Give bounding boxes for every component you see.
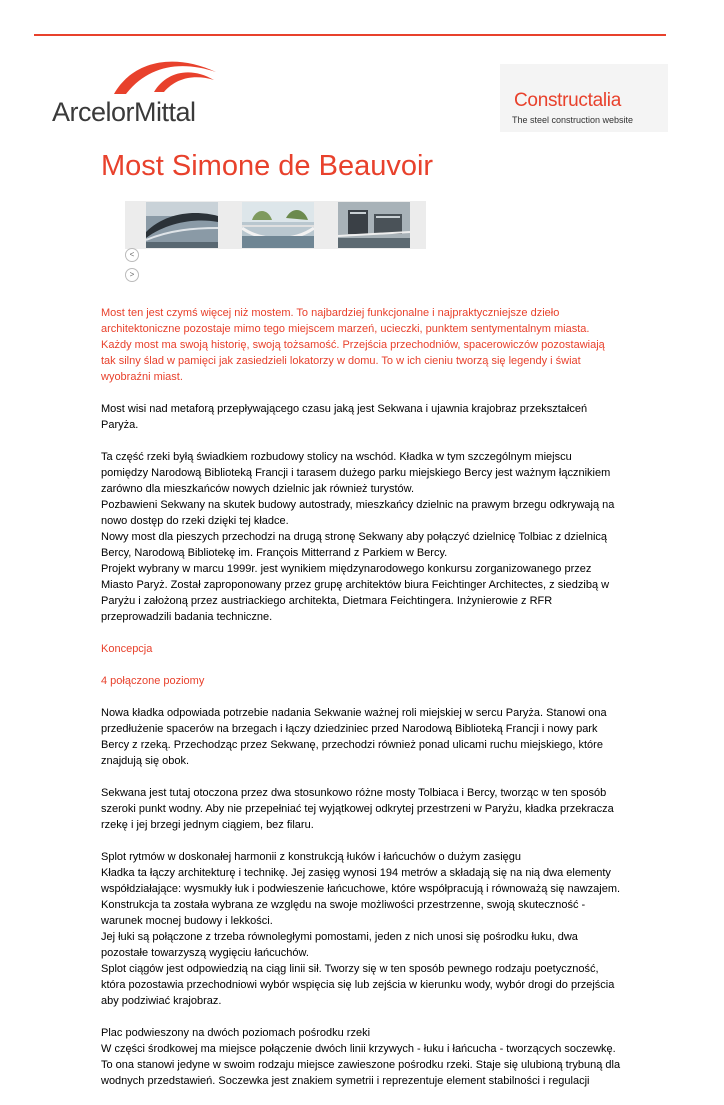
paragraph-5-line: Splot ciągów jest odpowiedzią na ciąg linii sił. Tworzy się w ten sposób pewnego rodzaju poetyczność, która pozostawia przechodniowi wybór wspięcia się lub zejścia w kierunku wody, wybór drogi do przejścia aby podziwiać krajobraz. [101, 963, 615, 1007]
bridge-photo-3[interactable] [338, 202, 410, 248]
paragraph-6-line: Plac podwieszony na dwóch poziomach pośrodku rzeki [101, 1027, 371, 1039]
page-title: Most Simone de Beauvoir [101, 150, 434, 182]
constructalia-logo [500, 64, 668, 132]
arcelormittal-wordmark: ArcelorMittal [52, 97, 196, 127]
paragraph-2 [101, 449, 621, 625]
gallery-next-button[interactable]: > [125, 268, 139, 282]
subsection-heading: 4 połączone poziomy [101, 675, 205, 687]
intro-paragraph: Most ten jest czymś więcej niż mostem. To najbardziej funkcjonalne i najpraktyczniejsze dzieło architektoniczne pozostaje mimo tego miejscem marzeń, ucieczki, punktem sentymentalnym miasta. Każdy most ma swoją historię, swoją tożsamość. Przejścia przechodniów, spacerowiczów pozostawiają tak silny ślad w pamięci jak zasiedzieli lokatorzy w domu. To w ich cieniu tworzą się legendy i świat wyobraźni miast. [101, 307, 605, 383]
paragraph-4: Sekwana jest tutaj otoczona przez dwa stosunkowo różne mosty Tolbiaca i Bercy, tworząc w ten sposób szeroki punkt wodny. Aby nie przepełniać tej wyjątkowej odkrytej przestrzeni w Paryżu, kładka przekracza rzekę i jej brzegi jednym ciągiem, bez filaru. [101, 787, 614, 831]
paragraph-6-line: W części środkowej ma miejsce połączenie dwóch linii krzywych - łuku i łańcucha - tworzących soczewkę. To ona stanowi jedyne w swoim rodzaju miejsce zawieszone pośrodku rzeki. Staje się ulubioną trybuną dla wodnych przedstawień. Soczewka jest znakiem symetrii i reprezentuje element stabilności i regulacji [101, 1043, 621, 1087]
section-heading: Koncepcja [101, 643, 153, 655]
paragraph-1: Most wisi nad metaforą przepływającego czasu jaką jest Sekwana i ujawnia krajobraz przekształceń Paryża. [101, 403, 588, 431]
arcelormittal-logo [52, 54, 232, 132]
photo-gallery [125, 201, 426, 249]
bridge-photo-1[interactable] [146, 202, 218, 248]
paragraph-2-line: Ta część rzeki byłą świadkiem rozbudowy stolicy na wschód. Kładka w tym szczególnym miejscu pomiędzy Narodową Biblioteką Francji i tarasem dużego parku miejskiego Bercy jest ważnym łącznikiem zarówno dla mieszkańców nowych dzielnic jak również turystów. [101, 451, 611, 495]
paragraph-5-line: Jej łuki są połączone z trzeba równoległymi pomostami, jeden z nich unosi się pośrodku łuku, dwa pozostałe towarzyszą wygięciu łańcuchów. [101, 931, 578, 959]
paragraph-5-line: Splot rytmów w doskonałej harmonii z konstrukcją łuków i łańcuchów o dużym zasięgu [101, 851, 522, 863]
paragraph-2-line: Projekt wybrany w marcu 1999r. jest wynikiem międzynarodowego konkursu zorganizowanego przez Miasto Paryż. Został zaproponowany przez grupę architektów biura Feichtinger Architectes, z siedzibą w Paryżu i założoną przez austriackiego architekta, Dietmara Feichtingera. Inżynierowie z RFR przeprowadzili badania techniczne. [101, 563, 610, 623]
article-body [101, 305, 621, 1105]
constructalia-brand: Constructalia [514, 90, 621, 111]
gallery-prev-button[interactable]: < [125, 248, 139, 262]
bridge-photo-2[interactable] [242, 202, 314, 248]
constructalia-tagline: The steel construction website [512, 115, 634, 125]
paragraph-2-line: Pozbawieni Sekwany na skutek budowy autostrady, mieszkańcy dzielnic na prawym brzegu odkrywają na nowo dostęp do rzeki dzięki tej kładce. [101, 499, 615, 527]
paragraph-5 [101, 849, 621, 1009]
top-rule [34, 34, 666, 36]
paragraph-2-line: Nowy most dla pieszych przechodzi na drugą stronę Sekwany aby połączyć dzielnicę Tolbiac z dzielnicą Bercy, Narodową Bibliotekę im. François Mitterrand z Parkiem w Bercy. [101, 531, 608, 559]
paragraph-6 [101, 1025, 621, 1089]
arcelormittal-swoosh-icon [110, 54, 220, 96]
paragraph-5-line: Kładka ta łączy architekturę i technikę. Jej zasięg wynosi 194 metrów a składają się na nią dwa elementy współdziałające: wysmukły łuk i podwieszenie łańcuchowe, które współpracują i równoważą się nawzajem. Konstrukcja ta została wybrana ze względu na swoje możliwości przestrzenne, swoją skuteczność - warunek mocnej budowy i lekkości. [101, 867, 621, 927]
paragraph-3: Nowa kładka odpowiada potrzebie nadania Sekwanie ważnej roli miejskiej w sercu Paryża. Stanowi ona przedłużenie spacerów na brzegach i łączy dziedziniec przed Narodową Biblioteką Francji i nowy park Bercy z rzeką. Przechodząc przez Sekwanę, przechodzi również ponad ulicami ruchu miejskiego, które znajdują się obok. [101, 707, 607, 767]
